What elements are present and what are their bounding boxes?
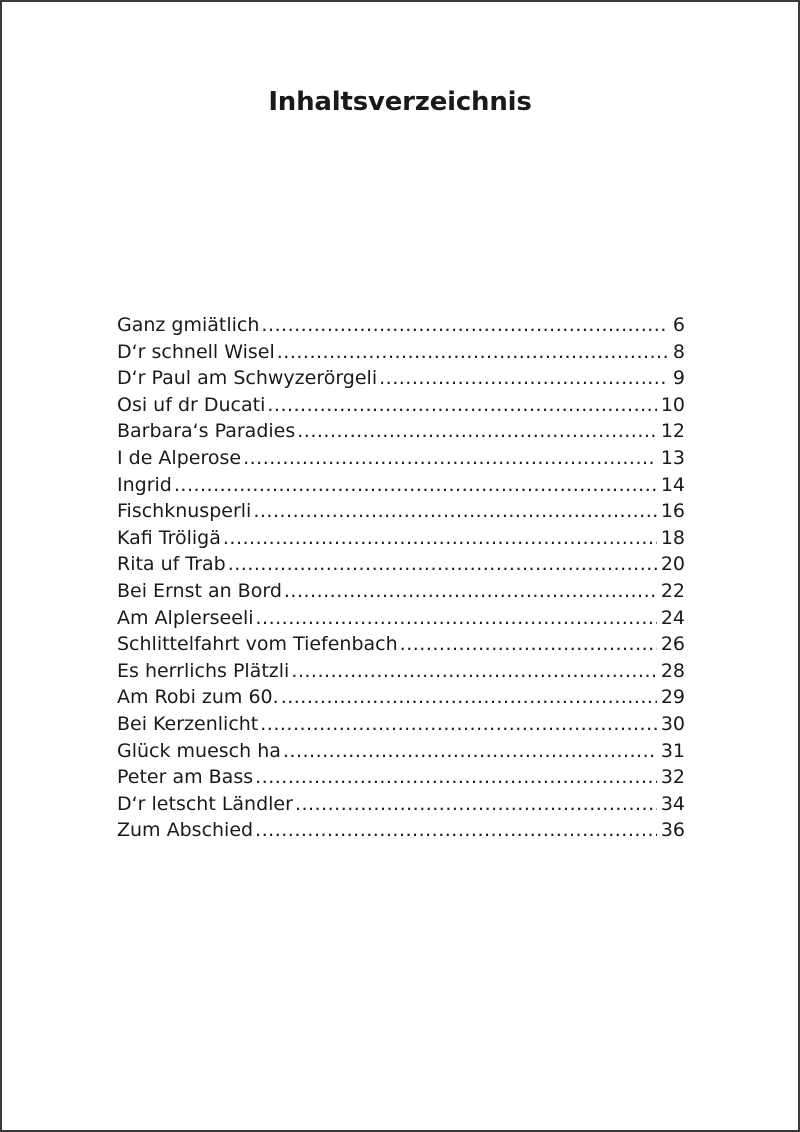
toc-entry-page: 6 — [672, 314, 685, 336]
toc-entry-title: I de Alperose — [117, 446, 242, 469]
toc-dot-leader — [283, 738, 657, 765]
toc-dot-leader — [400, 631, 657, 658]
toc-entry-page: 16 — [660, 500, 685, 523]
toc-entry — [117, 817, 685, 844]
toc-dot-leader — [256, 605, 657, 632]
toc-entry — [117, 578, 685, 605]
toc-entry — [117, 684, 685, 711]
toc-entry — [117, 472, 685, 499]
toc-entry — [117, 365, 685, 392]
toc-entry-page: 30 — [660, 712, 685, 735]
page-title: Inhaltsverzeichnis — [268, 87, 532, 117]
toc-entry — [117, 764, 685, 791]
table-of-contents — [117, 312, 685, 844]
toc-dot-leader — [260, 711, 657, 738]
toc-dot-leader — [223, 525, 657, 552]
toc-entry-page: 14 — [660, 473, 685, 496]
toc-dot-leader — [261, 312, 668, 339]
toc-entry-title: Rita uf Trab — [117, 553, 226, 576]
toc-dot-leader — [174, 472, 657, 499]
toc-dot-leader — [297, 418, 657, 445]
toc-entry-title: Glück muesch ha — [117, 739, 281, 762]
toc-dot-leader — [379, 365, 669, 392]
toc-dot-leader — [291, 658, 657, 685]
toc-entry-page: 28 — [660, 659, 685, 682]
toc-entry-title: Barbara‘s Paradies — [117, 420, 296, 443]
toc-dot-leader — [281, 684, 657, 711]
toc-entry-page: 12 — [660, 420, 685, 443]
toc-entry-page: 32 — [660, 766, 685, 789]
toc-entry — [117, 445, 685, 472]
toc-entry-title: Es herrlichs Plätzli — [117, 659, 290, 682]
toc-entry-title: D‘r Paul am Schwyzerörgeli — [117, 367, 378, 390]
toc-dot-leader — [253, 498, 656, 525]
toc-entry — [117, 738, 685, 765]
toc-entry-page: 34 — [660, 792, 685, 815]
toc-dot-leader — [255, 764, 657, 791]
toc-dot-leader — [295, 791, 657, 818]
toc-dot-leader — [228, 551, 657, 578]
toc-entry-page: 22 — [660, 579, 685, 602]
toc-dot-leader — [284, 578, 657, 605]
toc-entry — [117, 551, 685, 578]
toc-entry — [117, 312, 685, 339]
toc-dot-leader — [255, 817, 657, 844]
toc-entry — [117, 418, 685, 445]
toc-dot-leader — [243, 445, 657, 472]
toc-entry — [117, 711, 685, 738]
toc-entry-title: Bei Kerzenlicht — [117, 712, 259, 735]
toc-entry-title: Schlittelfahrt vom Tiefenbach — [117, 633, 398, 656]
toc-entry-title: Peter am Bass — [117, 766, 254, 789]
toc-entry-title: Am Alplerseeli — [117, 606, 254, 629]
toc-entry — [117, 339, 685, 366]
toc-entry-title: Fischknusperli — [117, 500, 252, 523]
toc-entry-page: 26 — [660, 633, 685, 656]
toc-entry-page: 18 — [660, 526, 685, 549]
toc-entry-page: 8 — [672, 340, 685, 363]
toc-entry — [117, 631, 685, 658]
toc-entry-title: Kafi Tröligä — [117, 526, 221, 549]
toc-entry — [117, 498, 685, 525]
toc-entry-title: Zum Abschied — [117, 819, 254, 842]
toc-entry-page: 24 — [660, 606, 685, 629]
toc-entry-title: Osi uf dr Ducati — [117, 393, 266, 416]
toc-entry-page: 13 — [660, 446, 685, 469]
toc-entry-page: 10 — [660, 393, 685, 416]
toc-dot-leader — [277, 339, 669, 366]
toc-entry-page: 31 — [660, 739, 685, 762]
toc-entry-page: 36 — [660, 819, 685, 842]
toc-entry-page: 29 — [660, 686, 685, 709]
toc-entry-page: 20 — [660, 553, 685, 576]
toc-entry-page: 9 — [672, 367, 685, 390]
toc-entry-title: Ingrid — [117, 473, 172, 496]
toc-dot-leader — [267, 392, 656, 419]
toc-entry-title: Ganz gmiätlich — [117, 314, 260, 336]
toc-entry-title: D‘r letscht Ländler — [117, 792, 293, 815]
toc-entry-title: Am Robi zum 60. — [117, 686, 279, 709]
toc-entry — [117, 525, 685, 552]
toc-entry — [117, 392, 685, 419]
toc-entry — [117, 658, 685, 685]
toc-entry — [117, 605, 685, 632]
toc-entry — [117, 791, 685, 818]
toc-entry-title: D‘r schnell Wisel — [117, 340, 275, 363]
toc-entry-title: Bei Ernst an Bord — [117, 579, 282, 602]
